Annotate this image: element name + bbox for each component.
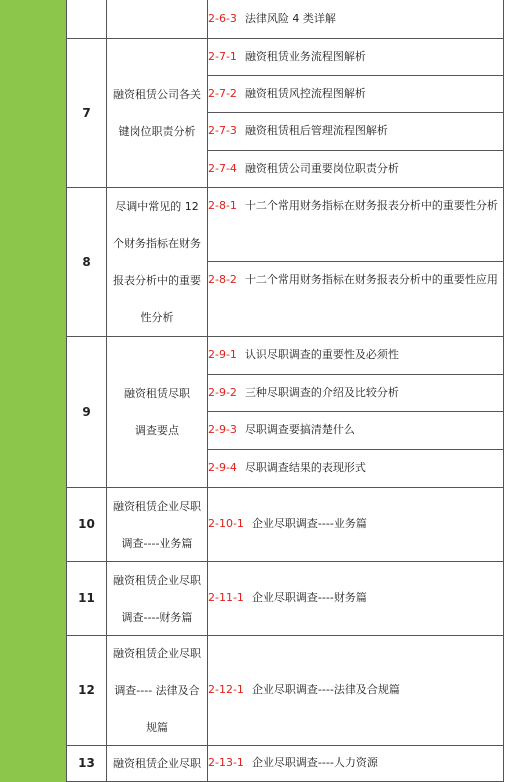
item-text: 认识尽职调查的重要性及必须性 — [244, 348, 399, 361]
row-number: 7 — [82, 105, 91, 120]
row-title: 尽调中常见的 12 个财务指标在财务报表分析中的重要性分析 — [113, 200, 201, 324]
list-item — [208, 487, 500, 561]
list-item — [208, 374, 500, 411]
item-text: 融资租赁公司重要岗位职责分析 — [244, 162, 399, 175]
item-text: 企业尽职调查----人力资源 — [251, 756, 378, 769]
list-item — [208, 561, 500, 635]
row-number: 10 — [78, 517, 95, 531]
row-title: 融资租赁企业尽职调查---- 法律及合规篇 — [113, 647, 201, 734]
row-number: 9 — [82, 404, 91, 419]
item-code: 2-7-3 — [208, 124, 237, 137]
list-item — [208, 336, 500, 373]
item-text: 企业尽职调查----财务篇 — [251, 591, 367, 604]
item-text: 十二个常用财务指标在财务报表分析中的重要性应用 — [244, 273, 498, 286]
row-number: 12 — [78, 683, 95, 697]
row-number: 11 — [78, 591, 95, 605]
list-item — [208, 112, 500, 149]
row-title: 融资租赁企业尽职调查----业务篇 — [113, 499, 201, 550]
list-item — [208, 75, 500, 112]
row-title: 融资租赁公司各关键岗位职责分析 — [113, 88, 201, 138]
item-code: 2-8-2 — [208, 273, 237, 286]
item-text: 融资租赁租后管理流程图解析 — [244, 124, 388, 137]
item-text: 企业尽职调查----业务篇 — [251, 517, 367, 530]
row-title: 融资租赁企业尽职调查----财务篇 — [113, 573, 201, 624]
item-code: 2-9-3 — [208, 423, 237, 436]
item-text: 三种尽职调查的介绍及比较分析 — [244, 386, 399, 399]
item-code: 2-10-1 — [208, 517, 244, 530]
item-code: 2-8-1 — [208, 199, 237, 212]
row-number: 8 — [82, 254, 91, 269]
item-code: 2-13-1 — [208, 756, 244, 769]
list-item — [208, 150, 500, 187]
item-text: 尽职调查结果的表现形式 — [244, 461, 366, 474]
item-code: 2-12-1 — [208, 683, 244, 696]
list-item — [208, 745, 500, 781]
item-text: 法律风险 4 类详解 — [244, 12, 336, 25]
list-item — [208, 411, 500, 448]
item-code: 2-9-1 — [208, 348, 237, 361]
item-code: 2-9-2 — [208, 386, 237, 399]
list-item — [208, 38, 500, 75]
item-text: 尽职调查要搞清楚什么 — [244, 423, 355, 436]
list-item — [208, 635, 500, 745]
row-number: 13 — [78, 756, 95, 770]
course-table — [66, 0, 504, 782]
item-text: 企业尽职调查----法律及合规篇 — [251, 683, 400, 696]
item-code: 2-9-4 — [208, 461, 237, 474]
item-code: 2-6-3 — [208, 12, 237, 25]
item-code: 2-7-2 — [208, 87, 237, 100]
left-green-band — [0, 0, 66, 782]
item-code: 2-7-4 — [208, 162, 237, 175]
item-code: 2-7-1 — [208, 50, 237, 63]
row-title: 融资租赁尽职调查要点 — [124, 387, 190, 437]
item-code: 2-11-1 — [208, 591, 244, 604]
row-title: 融资租赁企业尽职 — [113, 757, 201, 770]
list-item — [208, 261, 500, 336]
item-text: 融资租赁业务流程图解析 — [244, 50, 366, 63]
item-text: 融资租赁风控流程图解析 — [244, 87, 366, 100]
list-item — [208, 0, 500, 37]
list-item — [208, 449, 500, 486]
list-item — [208, 187, 500, 261]
item-text: 十二个常用财务指标在财务报表分析中的重要性分析 — [244, 199, 498, 212]
table-border-right — [503, 0, 504, 782]
